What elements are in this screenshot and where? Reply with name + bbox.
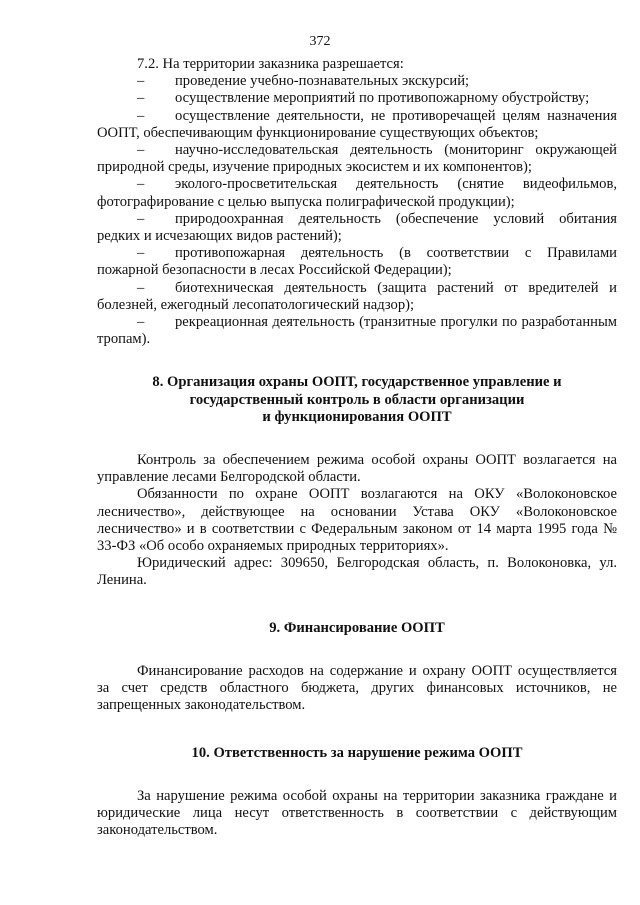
list-item: – природоохранная деятельность (обеспечение условий обитания редких и исчезающих видов растений); [97, 210, 617, 245]
list-dash: – [137, 176, 145, 193]
page-number: 372 [309, 34, 331, 49]
section-8-paragraph-1: Контроль за обеспечением режима особой охраны ООПТ возлагается на управление лесами Белгородской области. [97, 452, 617, 486]
list-item: – противопожарная деятельность (в соответствии с Правилами пожарной безопасности в лесах Российской Федерации); [97, 245, 617, 279]
list-dash: – [137, 245, 145, 262]
section-10-paragraph-1: За нарушение режима особой охраны на территории заказника граждане и юридические лица несут ответственность в соответствии с действующим законодательством. [97, 787, 617, 839]
section-9-paragraph-1: Финансирование расходов на содержание и охрану ООПТ осуществляется за счет средств областного бюджета, других финансовых источников, не запрещенных законодательством. [97, 662, 617, 714]
section-8-paragraph-2: Обязанности по охране ООПТ возлагаются на ОКУ «Волоконовское лесничество», действующее на основании Устава ОКУ «Волоконовское лесничество» и в соответствии с Федеральным законом от 14 марта 1995 года № 33-ФЗ «Об особо охраняемых природных территориях». [97, 486, 617, 555]
section-9-heading: 9. Финансирование ООПТ [269, 619, 445, 636]
document-body [97, 56, 617, 839]
section-8-heading-line-2: государственный контроль в области организации [189, 391, 525, 408]
list-item: – осуществление мероприятий по противопожарному обустройству; [137, 90, 590, 107]
list-dash: – [137, 314, 145, 331]
list-dash: – [137, 107, 145, 124]
list-dash: – [137, 142, 145, 159]
section-7-2-intro: 7.2. На территории заказника разрешается: [137, 56, 404, 72]
list-item: – проведение учебно-познавательных экскурсий; [137, 73, 470, 90]
list-dash: – [137, 90, 145, 107]
section-8-paragraph-3: Юридический адрес: 309650, Белгородская область, п. Волоконовка, ул. Ленина. [97, 555, 617, 589]
section-8-heading-line-3: и функционирования ООПТ [262, 408, 452, 425]
list-item: – научно-исследовательская деятельность (мониторинг окружающей природной среды, изучение природных экосистем и их компонентов); [97, 142, 617, 176]
list-dash: – [137, 210, 145, 227]
list-item: – эколого-просветительская деятельность (снятие видеофильмов, фотографирование с целью выпуска полиграфической продукции); [97, 176, 617, 210]
list-dash: – [137, 279, 145, 296]
permitted-activities-list [97, 73, 617, 348]
list-dash: – [137, 73, 145, 90]
list-item: – биотехническая деятельность (защита растений от вредителей и болезней, ежегодный лесопатологический надзор); [97, 279, 617, 313]
list-item: – рекреационная деятельность (транзитные прогулки по разработанным тропам). [97, 314, 617, 348]
list-item: – осуществление деятельности, не противоречащей целям назначения ООПТ, обеспечивающим функционирование существующих объектов; [97, 107, 617, 141]
section-10-heading: 10. Ответственность за нарушение режима ООПТ [191, 744, 523, 761]
section-8-heading-line-1: 8. Организация охраны ООПТ, государственное управление и [152, 374, 562, 391]
